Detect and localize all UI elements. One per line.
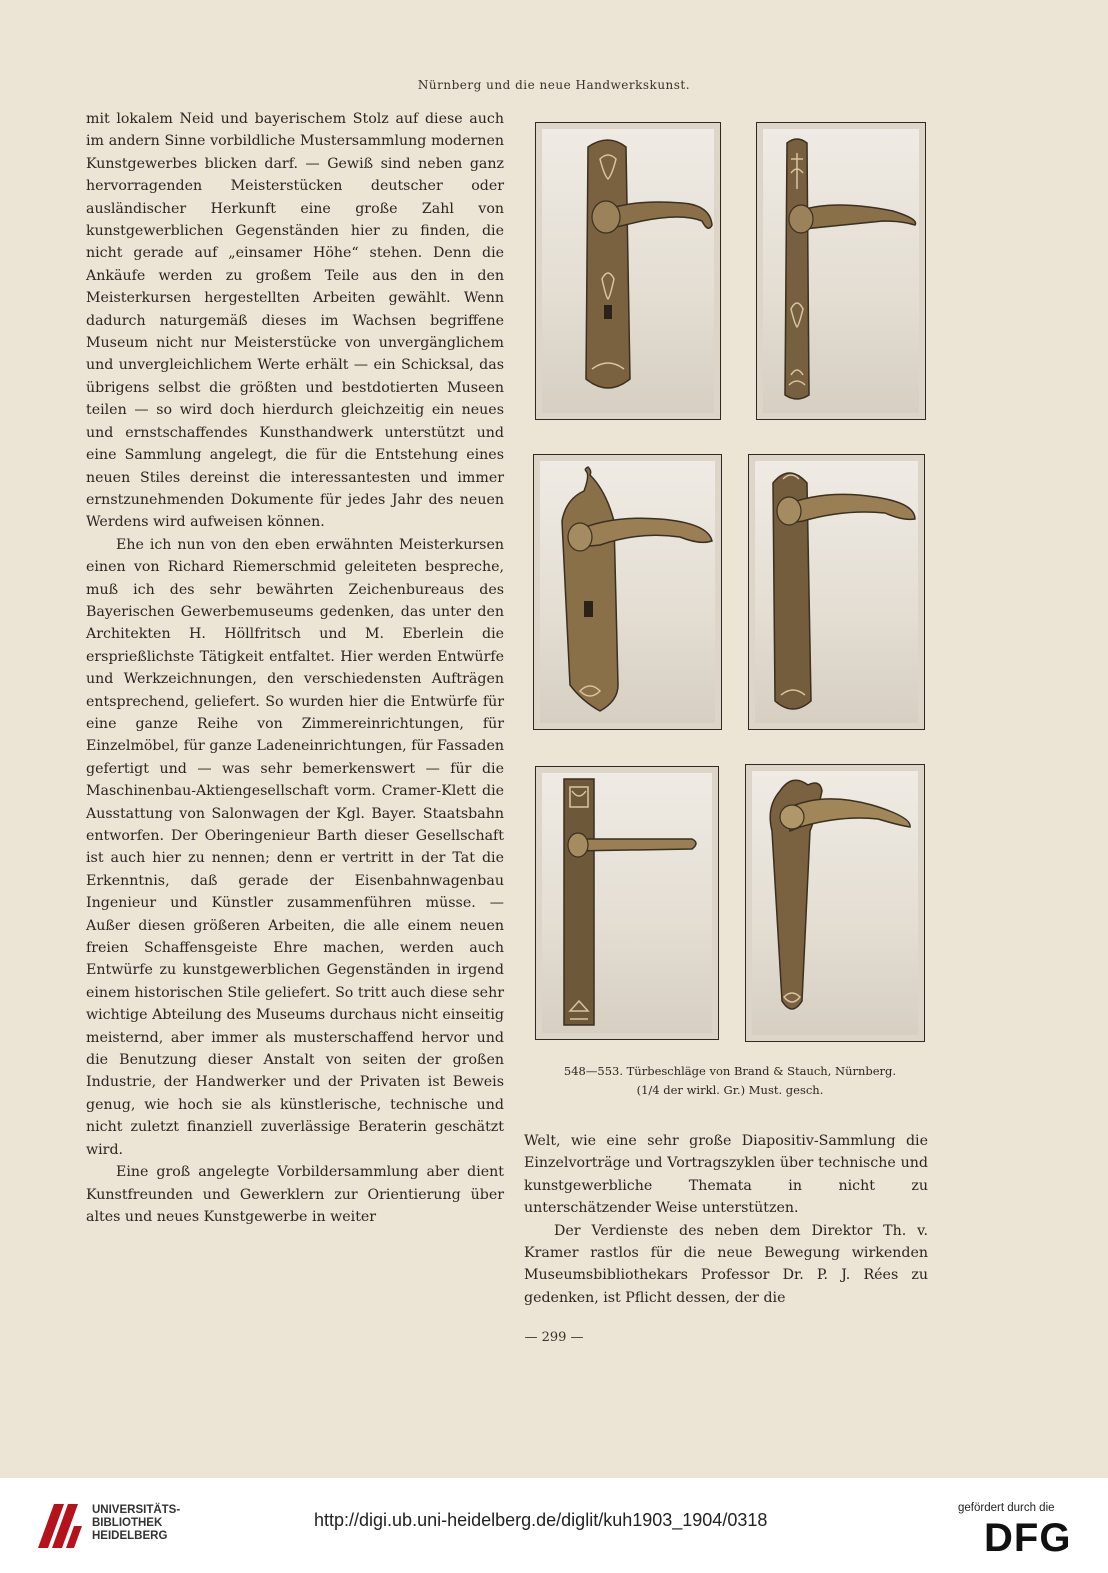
left-paragraph-1: mit lokalem Neid und bayerischem Stolz auf diese auch im andern Sinne vorbildliche Mustersammlung modernen Kunstgewerbes blicken darf. — Gewiß sind neben ganz hervorragenden Meisterstücken deutscher oder ausländischer Herkunft eine große Zahl von kunstgewerblichen Gegenständen hier zu finden, die nicht gerade auf „einsamer Höhe“ stehen. Denn die Ankäufe werden zu großem Teile aus den in den Meisterkursen hergestellten Arbeiten gewählt. Wenn dadurch naturgemäß dieses im Wachsen begriffene Museum nicht nur Meisterstücke von unvergänglichem und unvergleichlichem Werte erhält — ein Schicksal, das übrigens selbst die größten und bestdotierten Museen teilen — so wird doch hierdurch gleichzeitig ein neues und ernstschaffendes Kunsthandwerk unterstützt und eine Sammlung angelegt, die für die Entstehung eines neuen Stiles dereinst die interessantesten und immer ernstzunehmenden Dokumente für jedes Jahr des neuen Werdens wird aufweisen können. — [86, 111, 504, 531]
door-fitting-photo-2 — [756, 122, 926, 420]
left-paragraph-2: Ehe ich nun von den eben erwähnten Meisterkursen einen von Richard Riemerschmid geleiteten bespreche, muß ich des sehr bewährten Zeichenbureaus des Bayerischen Gewerbemuseums gedenken, das unter den Architekten H. Höllfritsch und M. Eberlein die ersprießlichste Tätigkeit entfaltet. Hier werden Entwürfe und Werkzeichnungen, den verschiedensten Aufträgen entsprechend, geliefert. So wurden hier die Entwürfe für eine ganze Reihe von Zimmereinrichtungen, für Einzelmöbel, für ganze Ladeneinrichtungen, für Fassaden gefertigt und — was sehr bemerkenswert — für die Maschinenbau-Aktiengesellschaft vorm. Cramer-Klett die Ausstattung von Salonwagen der Kgl. Bayer. Staatsbahn entworfen. Der Oberingenieur Barth dieser Gesellschaft ist auch hier zu nennen; denn er vertritt in der Tat die Erkenntnis, daß gerade der Eisenbahnwagenbau Ingenieur und Künstler zusammenführen müsse. — Außer diesen größeren Arbeiten, die alle einem neuen freien Schaffensgeiste Ehre machen, werden auch Entwürfe zu kunstgewerblichen Gegenständen in irgend einem historischen Stile geliefert. So tritt auch diese sehr wichtige Abteilung des Museums durchaus nicht einseitig meisternd, aber immer als musterschaffend hervor und die Benutzung dieser Anstalt von seiten der großen Industrie, der Handwerker und der Privaten ist Beweis genug, wie hoch sie als künstlerische, technische und nicht zuletzt finanziell zuverlässige Beraterin geschätzt wird. — [86, 536, 504, 1158]
door-fitting-photo-4 — [748, 454, 925, 730]
page-number: — 299 — — [524, 1330, 584, 1345]
door-handle-illustration — [752, 771, 918, 1035]
door-handle-illustration — [755, 461, 918, 723]
logo-line-2: BIBLIOTHEK — [92, 1517, 163, 1529]
left-text-column — [86, 108, 504, 1228]
running-head: Nürnberg und die neue Handwerkskunst. — [417, 78, 691, 92]
right-paragraph-2: Der Verdienste des neben dem Direktor Th. v. Kramer rastlos für die neue Bewegung wirkenden Museumsbibliothekars Professor Dr. P. J. Rées zu gedenken, ist Pflicht dessen, der die — [524, 1222, 928, 1306]
door-fitting-photo-1 — [535, 122, 721, 420]
digitization-footer — [0, 1478, 1108, 1573]
left-paragraph-3: Eine groß angelegte Vorbildersammlung aber dient Kunstfreunden und Gewerklern zur Orientierung über altes und neues Kunstgewerbe in weiter — [86, 1164, 504, 1225]
door-fitting-photo-6 — [745, 764, 925, 1042]
university-library-logo-icon — [34, 1500, 86, 1552]
door-handle-illustration — [542, 129, 714, 413]
caption-line-1: 548—553. Türbeschläge von Brand & Stauch, Nürnberg. — [563, 1064, 897, 1078]
door-handle-illustration — [542, 773, 712, 1033]
funded-by-label: gefördert durch die — [958, 1502, 1055, 1514]
logo-line-3: HEIDELBERG — [92, 1530, 168, 1542]
university-library-name — [92, 1504, 180, 1543]
dfg-logo: DFG — [984, 1516, 1072, 1560]
right-paragraph-1: Welt, wie eine sehr große Diapositiv-Sammlung die Einzelvorträge und Vortragszyklen über technische und kunstgewerbliche Themata in nicht zu unterschätzender Weise unterstützen. — [524, 1133, 928, 1217]
door-fitting-photo-3 — [533, 454, 722, 730]
door-handle-illustration — [540, 461, 715, 723]
door-handle-illustration — [763, 129, 919, 413]
figure-caption — [520, 1062, 940, 1100]
right-text-column — [524, 1130, 928, 1309]
permalink-url[interactable]: http://digi.ub.uni-heidelberg.de/diglit/kuh1903_1904/0318 — [314, 1510, 768, 1530]
caption-line-2: (1/4 der wirkl. Gr.) Must. gesch. — [636, 1083, 824, 1097]
logo-line-1: UNIVERSITÄTS- — [92, 1504, 181, 1516]
door-fitting-photo-5 — [535, 766, 719, 1040]
